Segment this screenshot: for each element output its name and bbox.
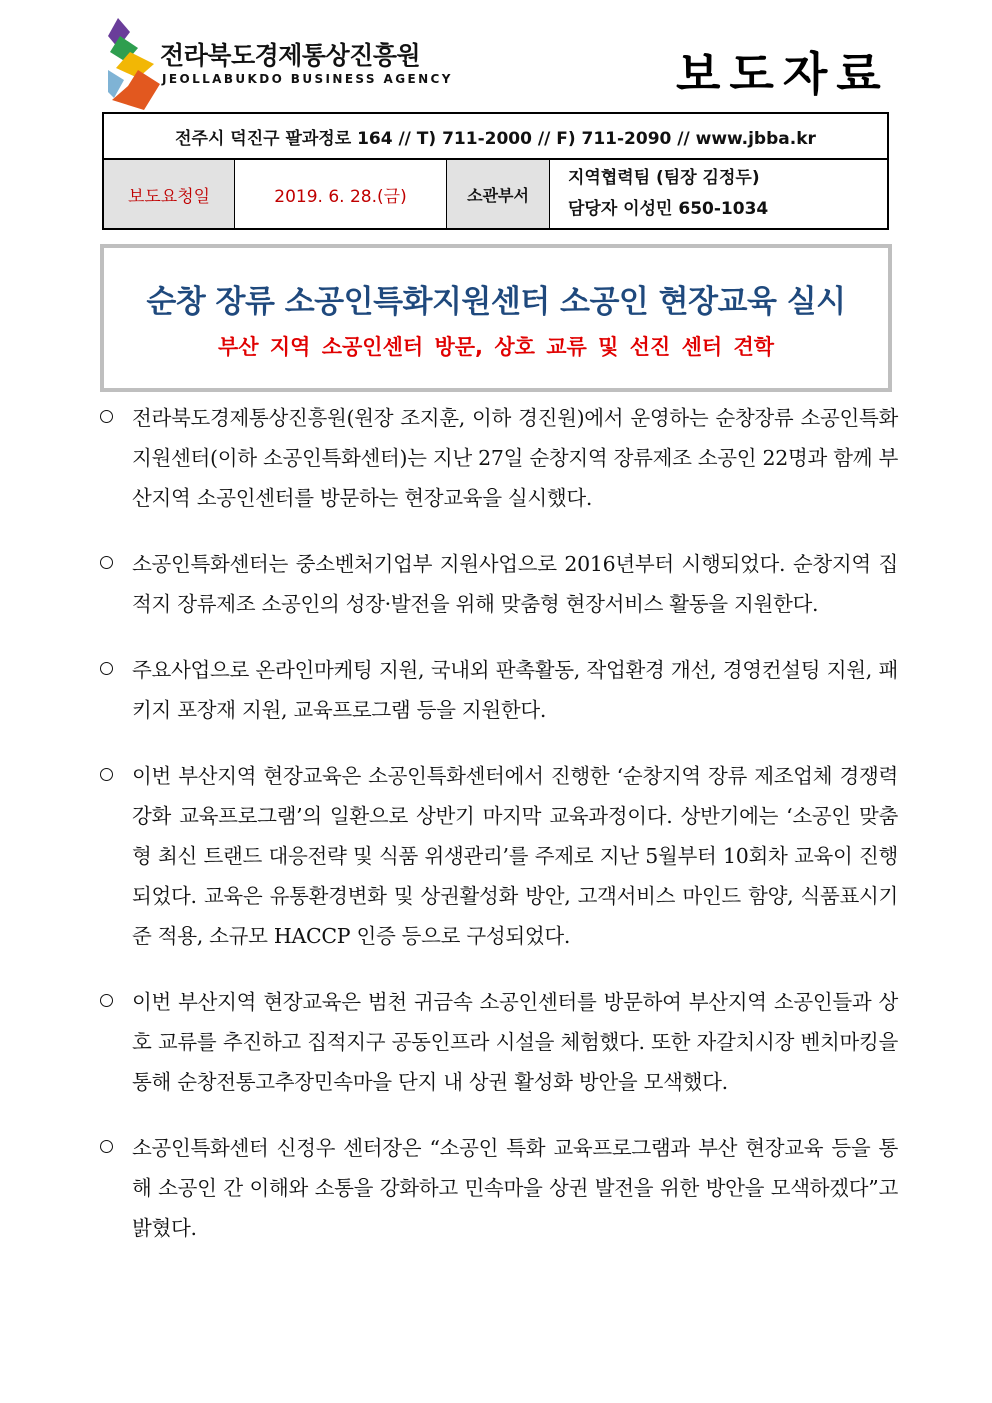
- contact-line: 전주시 덕진구 팔과정로 164 // T) 711-2000 // F) 711-2090 // www.jbba.kr: [104, 114, 887, 160]
- circle-bullet-icon: [100, 556, 113, 569]
- circle-bullet-icon: [100, 410, 113, 423]
- paragraph-text: 소공인특화센터는 중소벤처기업부 지원사업으로 2016년부터 시행되었다. 순창지역 집적지 장류제조 소공인의 성장·발전을 위해 맞춤형 현장서비스 활동을 지원한다.: [132, 552, 898, 616]
- paragraph-text: 이번 부산지역 현장교육은 소공인특화센터에서 진행한 ‘순창지역 장류 제조업체 경쟁력강화 교육프로그램’의 일환으로 상반기 마지막 교육과정이다. 상반기에는 ‘소공인 맞춤형 최신 트랜드 대응전략 및 식품 위생관리’를 주제로 지난 5월부터 10회차 교육이 진행되었다. 교육은 유통환경변화 및 상권활성화 방안, 고객서비스 마인드 함양, 식품표시기준 적용, 소규모 HACCP 인증 등으로 구성되었다.: [132, 764, 898, 948]
- paragraph-text: 전라북도경제통상진흥원(원장 조지훈, 이하 경진원)에서 운영하는 순창장류 소공인특화지원센터(이하 소공인특화센터)는 지난 27일 순창지역 장류제조 소공인 22명과 함께 부산지역 소공인센터를 방문하는 현장교육을 실시했다.: [132, 406, 898, 510]
- org-name-english: JEOLLABUKDO BUSINESS AGENCY: [162, 72, 453, 86]
- circle-bullet-icon: [100, 662, 113, 675]
- paragraph-text: 소공인특화센터 신정우 센터장은 “소공인 특화 교육프로그램과 부산 현장교육 등을 통해 소공인 간 이해와 소통을 강화하고 민속마을 상권 발전을 위한 방안을 모색하겠다”고 밝혔다.: [132, 1136, 898, 1240]
- headline-box: [100, 244, 892, 392]
- department-contact: 담당자 이성민 650-1034: [568, 199, 769, 219]
- request-date-label: 보도요청일: [104, 160, 235, 228]
- headline-title: 순창 장류 소공인특화지원센터 소공인 현장교육 실시: [146, 284, 846, 320]
- circle-bullet-icon: [100, 1140, 113, 1153]
- article-paragraph: [100, 1128, 898, 1248]
- article-paragraph: [100, 650, 898, 730]
- request-date-value: 2019. 6. 28.(금): [235, 160, 447, 228]
- circle-bullet-icon: [100, 768, 113, 781]
- agency-logo-icon: [108, 18, 160, 110]
- circle-bullet-icon: [100, 994, 113, 1007]
- headline-subtitle: 부산 지역 소공인센터 방문, 상호 교류 및 선진 센터 견학: [217, 335, 775, 359]
- press-release-title: 보도자료: [676, 47, 890, 101]
- paragraph-text: 이번 부산지역 현장교육은 범천 귀금속 소공인센터를 방문하여 부산지역 소공인들과 상호 교류를 추진하고 집적지구 공동인프라 시설을 체험했다. 또한 자갈치시장 벤치마킹을 통해 순창전통고추장민속마을 단지 내 상권 활성화 방안을 모색했다.: [132, 990, 898, 1094]
- release-meta-row: [104, 160, 887, 228]
- article-paragraph: [100, 398, 898, 518]
- department-info: [550, 160, 887, 228]
- article-body: [100, 398, 898, 1274]
- paragraph-text: 주요사업으로 온라인마케팅 지원, 국내외 판촉활동, 작업환경 개선, 경영컨설팅 지원, 패키지 포장재 지원, 교육프로그램 등을 지원한다.: [132, 658, 898, 722]
- department-label: 소관부서: [447, 160, 550, 228]
- org-name-korean: 전라북도경제통상진흥원: [160, 41, 421, 70]
- article-paragraph: [100, 544, 898, 624]
- article-paragraph: [100, 756, 898, 956]
- department-team: 지역협력팀 (팀장 김정두): [568, 168, 760, 188]
- article-paragraph: [100, 982, 898, 1102]
- page-header: [0, 0, 992, 112]
- release-info-table: [102, 112, 889, 230]
